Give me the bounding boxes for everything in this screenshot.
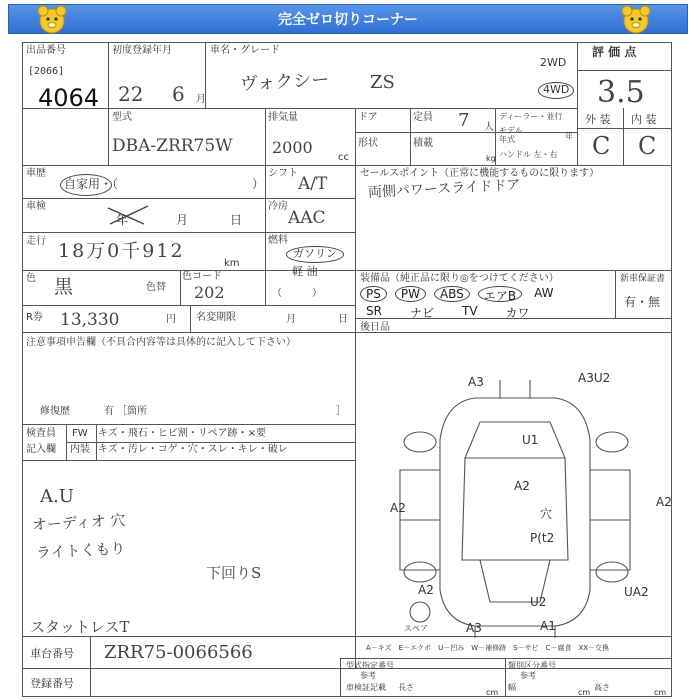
equip-tv: TV — [461, 304, 478, 318]
color-value: 黒 — [54, 276, 74, 298]
warranty-label: 新車保証書 — [620, 274, 666, 284]
fuel-diesel: 軽 油 — [292, 265, 318, 278]
memo-line-4: 下回りS — [206, 564, 262, 582]
color-change-label: 色替 — [146, 282, 166, 293]
model-code: DBA-ZRR75W — [112, 136, 233, 156]
usage-value: 自家用・（ — [64, 177, 119, 191]
interior-label: 内 装 — [631, 113, 657, 126]
interior-check-items: キズ・汚レ・コゲ・穴・スレ・キレ・破レ — [98, 444, 288, 455]
inspection-year-char: 年 — [116, 213, 129, 227]
fuel-label: 燃料 — [268, 235, 288, 246]
entry-label: 記入欄 — [26, 444, 56, 455]
registration-year: 22 — [118, 82, 144, 106]
door-label: ドア — [358, 112, 378, 123]
length-unit: cm — [486, 688, 499, 697]
rating-label: 評 価 点 — [592, 45, 637, 59]
kg-unit: kg — [486, 154, 496, 163]
car-grade: ZS — [370, 72, 395, 93]
inspection-day-char: 日 — [230, 213, 243, 227]
color-code: 202 — [194, 283, 225, 302]
name-change-day: 日 — [338, 314, 348, 325]
dealer-label: ディーラー・並行 — [499, 112, 563, 121]
equip-sr: SR — [366, 304, 382, 318]
mileage-label: 走行 — [26, 236, 46, 247]
fuel-gasoline-circled: ガソリン — [286, 246, 344, 263]
usage-paren-close: ） — [252, 177, 265, 191]
mark-a3-rear: A3 — [466, 621, 482, 635]
length-label: 長さ — [398, 683, 414, 692]
mark-ua2: UA2 — [624, 585, 649, 599]
title-banner — [8, 4, 688, 34]
usage-circle-mark — [60, 174, 112, 196]
inspector-label: 検査員 — [26, 428, 56, 439]
name-change-month: 月 — [286, 314, 296, 325]
mark-a2-rear-left: A2 — [418, 583, 434, 597]
color-label: 色 — [26, 273, 36, 284]
memo-line-5: スタットレスT — [30, 618, 130, 636]
usage-label: 車歴 — [26, 168, 46, 179]
equip-navi: ナビ — [409, 306, 434, 320]
handle-label: ハンドル 左・右 — [499, 150, 558, 159]
memo-line-2: オーディオ 穴 — [31, 511, 126, 534]
type-designation-ref: 参考 — [360, 671, 376, 680]
rating-score: 3.5 — [597, 75, 645, 110]
fuel-other: （ ） — [272, 288, 322, 299]
year-suffix: 年 — [565, 132, 573, 141]
shape-label: 形状 — [358, 138, 378, 149]
car-name-label: 車名・グレード — [210, 45, 280, 56]
exterior-label: 外 装 — [585, 113, 611, 126]
memo-line-1: A.U — [40, 486, 74, 507]
mark-a2-roof: A2 — [514, 479, 530, 493]
ac-value: AAC — [288, 208, 326, 228]
name-change-label: 名変期限 — [196, 312, 236, 323]
first-registration-label: 初度登録年月 — [112, 45, 172, 56]
registration-label: 登録番号 — [30, 677, 74, 690]
fw-label: FW — [72, 428, 88, 439]
mark-a3u2: A3U2 — [578, 371, 611, 385]
mark-u2: U2 — [530, 595, 547, 609]
aftermarket-label: 後日品 — [360, 322, 390, 333]
mark-a3-front: A3 — [468, 375, 484, 389]
interior-grade: C — [638, 132, 657, 160]
seats: 7 — [458, 110, 470, 131]
memo-line-3: ライトくもり — [35, 539, 126, 562]
mileage-value: 18万0千912 — [58, 240, 185, 262]
recycle-fee: 13,330 — [60, 310, 120, 330]
class-number-ref: 参考 — [520, 671, 536, 680]
displacement: 2000 — [272, 138, 313, 157]
chassis-label: 車台番号 — [30, 647, 74, 660]
equip-abs: ABS — [434, 286, 470, 302]
shift-label: シフト — [268, 168, 298, 179]
repair-history-label: 修復歴 — [40, 406, 70, 417]
inspection-strike-mark — [104, 204, 150, 228]
banner-title: 完全ゼロ切りコーナー — [278, 12, 418, 28]
warranty-value: 有・無 — [624, 295, 661, 309]
mark-spare: スペア — [404, 624, 428, 633]
lot-code: [2066] — [28, 66, 65, 77]
inspection-month-char: 月 — [176, 213, 189, 227]
width-unit: cm — [578, 688, 591, 697]
car-name: ヴォクシー — [239, 69, 330, 95]
cc-unit: cc — [338, 152, 349, 163]
inspection-label: 車検 — [26, 201, 46, 212]
drive-2wd: 2WD — [540, 56, 567, 69]
repair-history-value: 有 ［箇所 — [104, 406, 148, 417]
height-label: 高さ — [594, 683, 610, 692]
lot-number: 4064 — [38, 84, 100, 112]
ac-label: 冷房 — [268, 201, 288, 212]
mark-a2-left: A2 — [390, 501, 406, 515]
mark-a1: A1 — [540, 619, 556, 633]
sales-point-label: セールスポイント（正常に機能するものに限ります） — [360, 168, 600, 179]
registration-month: 6 — [172, 82, 185, 106]
equip-pw: PW — [395, 286, 426, 302]
repair-bracket-close: ］ — [336, 406, 346, 417]
equip-aw: AW — [534, 286, 554, 300]
km-unit: km — [224, 258, 240, 269]
model-year-label-a: モデル — [499, 126, 523, 135]
type-designation-label: 型式指定番号 — [346, 661, 394, 670]
cert-label: 車検証記載 — [346, 683, 386, 692]
chassis-number: ZRR75-0066566 — [104, 642, 253, 663]
width-label: 幅 — [508, 683, 516, 692]
drive-4wd-circled: 4WD — [538, 82, 574, 99]
equip-leather: カワ — [505, 306, 530, 320]
lot-number-label: 出品番号 — [26, 45, 66, 56]
mark-hole: 穴 — [540, 507, 553, 521]
equipment-label: 装備品（純正品に限り◎をつけてください） — [360, 273, 559, 284]
load-label: 積載 — [413, 138, 433, 149]
equipment-row-1 — [360, 286, 614, 302]
notes-label: 注意事項申告欄（不具合内容等は具体的に記入して下さい） — [26, 337, 296, 348]
model-label: 型式 — [112, 112, 132, 123]
mark-u1: U1 — [522, 433, 539, 447]
mark-a2-right: A2 — [656, 495, 672, 509]
person-unit: 人 — [484, 122, 494, 133]
model-year-label-b: 年式 — [499, 135, 515, 144]
seats-label: 定員 — [413, 112, 433, 123]
shift-value: A/T — [298, 174, 328, 194]
exterior-grade: C — [592, 132, 611, 160]
interior-check-label: 内装 — [70, 444, 90, 455]
damage-legend: A－キズ E－エクボ U－凹み W－補修跡 S－サビ C－腐食 XX－交換 — [366, 644, 610, 652]
recycle-label: R券 — [26, 312, 43, 323]
class-number-label: 類別区分番号 — [508, 661, 556, 670]
equip-airbag: エアB — [478, 286, 522, 302]
sales-point-text: 両側パワースライドドア — [367, 177, 521, 201]
bear-mascot-right-icon — [619, 3, 653, 37]
equip-ps: PS — [360, 286, 387, 302]
month-unit: 月 — [196, 94, 206, 105]
fw-items: キズ・飛石・ヒビ割・リペア跡・×要 — [98, 428, 266, 439]
displacement-label: 排気量 — [268, 112, 298, 123]
color-code-label: 色コード — [182, 271, 222, 282]
height-unit: cm — [654, 688, 667, 697]
yen-unit: 円 — [166, 314, 176, 325]
mark-pdr: P(t2 — [530, 531, 555, 545]
equipment-row-2 — [366, 304, 614, 318]
